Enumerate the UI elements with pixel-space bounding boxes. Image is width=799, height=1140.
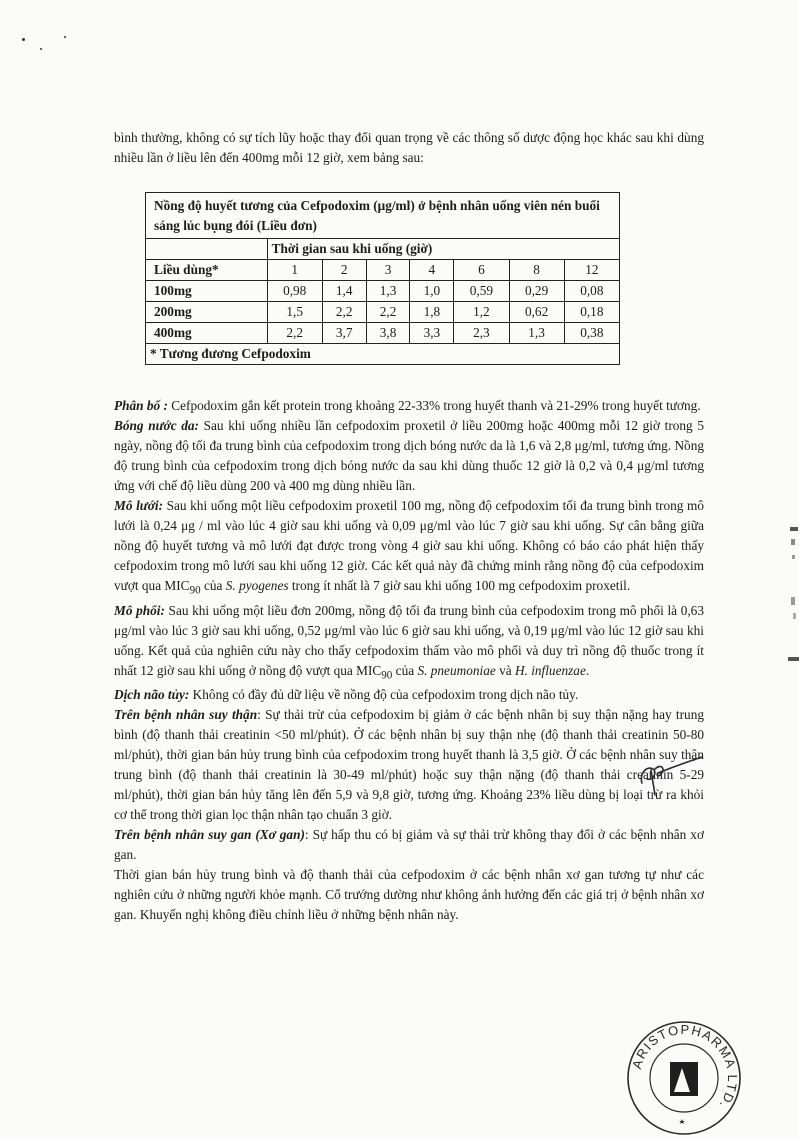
value-cell: 2,2 <box>267 323 322 344</box>
section-text: Cefpodoxim gắn kết protein trong khoảng 22-33% trong huyết thanh và 21-29% trong huyết tương. <box>167 398 701 413</box>
hours-row <box>146 260 620 281</box>
hour-cell: 12 <box>564 260 619 281</box>
value-cell: 1,3 <box>509 323 564 344</box>
signature-icon <box>636 755 706 801</box>
table-title: Nồng độ huyết tương của Cefpodoxim (μg/ml) ở bệnh nhân uống viên nén buổi sáng lúc bụng đói (Liều đơn) <box>146 193 620 239</box>
section-mo-luoi <box>114 496 704 601</box>
dose-cell: 100mg <box>146 281 268 302</box>
section-text: : Sự thải trừ của cefpodoxim bị giảm ở các bệnh nhân bị suy thận nặng hay trung bình (độ thanh thải creatinin <50 ml/phút). Ở các bệnh nhân bị suy thận nhẹ (độ thanh thải creatinin 50-80 ml/phút), thời gian bán hủy trung bình của cefpodoxim trong huyết thanh là 3,5 giờ. Ở các bệnh nhân suy thận trung bình (độ thanh thải creatinin là 30-49 ml/phút) hoặc suy thận nặng (độ thanh thải creatinin 5-29 ml/phút), thời gian bán hủy tăng lên đến 5,9 và 9,8 giờ, tương ứng. Khoảng 23% liều dùng bị loại trừ ra khỏi cơ thể trong thời gian lọc thận nhân tạo chuẩn 3 giờ. <box>114 707 704 823</box>
section-heading: Bóng nước da: <box>114 418 199 433</box>
value-cell: 3,8 <box>366 323 410 344</box>
dose-cell: 200mg <box>146 302 268 323</box>
table-title-row <box>146 193 620 239</box>
value-cell: 1,0 <box>410 281 454 302</box>
section-suy-than <box>114 705 704 825</box>
section-heading: Phân bố : <box>114 398 168 413</box>
section-phan-bo <box>114 396 704 416</box>
table-row <box>146 323 620 344</box>
value-cell: 1,4 <box>322 281 366 302</box>
hour-cell: 2 <box>322 260 366 281</box>
value-cell: 0,98 <box>267 281 322 302</box>
section-bong-nuoc-da <box>114 416 704 496</box>
section-suy-gan <box>114 825 704 865</box>
table-row <box>146 281 620 302</box>
section-heading: Dịch não tủy: <box>114 687 190 703</box>
section-text: Sau khi uống một liều đơn 200mg, nồng độ tối đa trung bình của cefpodoxim trong mô phổi là 0,63 μg/ml vào lúc 3 giờ sau khi uống, 0,52 μg/ml vào lúc 6 giờ sau khi uống, và 0,19 μg/ml vào lúc 12 giờ sau khi uống. Kết quả của nghiên cứu này cho thấy cefpodoxim thấm vào mô phổi và duy trì nồng độ thuốc trong ít nhất 12 giờ sau khi uống ở nồng độ vượt qua MIC <box>114 602 704 678</box>
value-cell: 1,3 <box>366 281 410 302</box>
value-cell: 0,38 <box>564 323 619 344</box>
value-cell: 0,62 <box>509 302 564 323</box>
section-text: Sau khi uống nhiều lần cefpodoxim proxetil ở liều 200mg hoặc 400mg mỗi 12 giờ trong 5 ngày, nồng độ tối đa trung bình của cefpodoxim trong dịch bóng nước da là 1,6 và 2,8 μg/ml, tương ứng. Nồng độ trung bình của cefpodoxim trong dịch bóng nước da sau khi dùng thuốc 12 giờ là 0,2 và 0,4 μg/ml tương ứng với chế độ liều dùng 200 và 400 mg dùng nhiều lần. <box>114 418 704 493</box>
value-cell: 0,29 <box>509 281 564 302</box>
page-edge-marks <box>782 525 799 665</box>
time-header: Thời gian sau khi uống (giờ) <box>267 239 619 260</box>
scan-speck <box>64 36 66 38</box>
section-mo-phoi <box>114 601 704 686</box>
company-stamp-icon <box>624 1018 744 1138</box>
stamp-text: ARISTOPHARMA LTD. <box>629 1021 741 1113</box>
section-closing <box>114 865 704 925</box>
section-text: của <box>200 578 226 593</box>
section-text: trong ít nhất là 7 giờ sau khi uống 100 mg cefpodoxim proxetil. <box>288 578 631 593</box>
subscript: 90 <box>189 584 201 597</box>
scan-speck <box>40 48 42 50</box>
section-text: và <box>495 662 515 678</box>
value-cell: 2,3 <box>454 323 509 344</box>
section-text: : Sự hấp thu có bị giảm và sự thải trừ không thay đổi ở các bệnh nhân xơ gan. <box>114 827 704 863</box>
section-dich-nao-tuy <box>114 685 704 705</box>
organism-name: H. influenzae <box>514 662 586 678</box>
value-cell: 0,18 <box>564 302 619 323</box>
value-cell: 3,3 <box>410 323 454 344</box>
hour-cell: 8 <box>509 260 564 281</box>
section-heading: Mô phổi: <box>114 602 165 618</box>
empty-cell <box>146 239 268 260</box>
hour-cell: 3 <box>366 260 410 281</box>
value-cell: 2,2 <box>322 302 366 323</box>
section-heading: Trên bệnh nhân suy gan (Xơ gan) <box>114 827 305 843</box>
section-text: Thời gian bán hủy trung bình và độ thanh thải của cefpodoxim ở các bệnh nhân xơ gan tương tự như các nghiên cứu ở những người khỏe mạnh. Cổ trướng dường như không ảnh hưởng đến các giá trị ở bệnh nhân xơ gan. Khuyến nghị không điều chỉnh liều ở những bệnh nhân này. <box>114 867 704 923</box>
dose-cell: 400mg <box>146 323 268 344</box>
value-cell: 1,8 <box>410 302 454 323</box>
subscript: 90 <box>381 669 393 682</box>
body-text <box>114 396 704 925</box>
intro-paragraph: bình thường, không có sự tích lũy hoặc thay đổi quan trọng về các thông số dược động học khác sau khi dùng nhiều lần ở liều lên đến 400mg mỗi 12 giờ, xem bảng sau: <box>114 130 704 165</box>
table-row <box>146 302 620 323</box>
section-heading: Mô lưới: <box>114 498 163 513</box>
value-cell: 0,59 <box>454 281 509 302</box>
scan-speck <box>22 38 25 41</box>
table-footnote: * Tương đương Cefpodoxim <box>146 344 620 365</box>
hour-cell: 6 <box>454 260 509 281</box>
footnote-row <box>146 344 620 365</box>
section-heading: Trên bệnh nhân suy thận <box>114 707 258 723</box>
value-cell: 1,5 <box>267 302 322 323</box>
hour-cell: 4 <box>410 260 454 281</box>
value-cell: 1,2 <box>454 302 509 323</box>
time-header-row <box>146 239 620 260</box>
section-text: của <box>392 662 418 678</box>
value-cell: 0,08 <box>564 281 619 302</box>
value-cell: 3,7 <box>322 323 366 344</box>
section-text: . <box>585 662 590 678</box>
value-cell: 2,2 <box>366 302 410 323</box>
organism-name: S. pyogenes <box>225 578 289 593</box>
hour-cell: 1 <box>267 260 322 281</box>
plasma-concentration-table <box>145 192 620 365</box>
dose-header: Liều dùng* <box>146 260 268 281</box>
organism-name: S. pneumoniae <box>417 662 496 678</box>
section-text: Sau khi uống một liều cefpodoxim proxetil 100 mg, nồng độ cefpodoxim tối đa trung bình trong mô lưới là 0,24 μg / ml vào lúc 4 giờ sau khi uống và 0,09 μg/ml vào lúc 7 giờ sau khi uống. Sự cân bằng giữa nồng độ huyết tương và mô lưới đạt được trong vòng 4 giờ sau khi uống. Không có báo cáo phát hiện thấy cefpodoxim trong mô lưới sau khi uống 12 giờ. Các kết quả này đã chứng minh rằng nồng độ của cefpodoxim vượt qua MIC <box>114 498 704 593</box>
section-text: Không có đầy đủ dữ liệu về nồng độ của cefpodoxim trong dịch não tủy. <box>189 687 579 703</box>
